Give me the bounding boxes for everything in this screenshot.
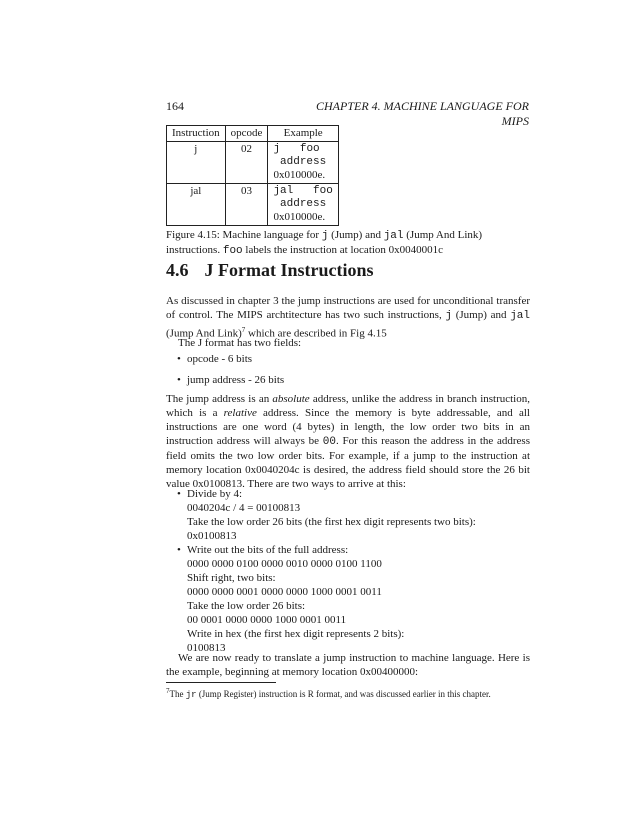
closing-paragraph: We are now ready to translate a jump instruction to machine language. Here is the example, beginning at memory location 0x00400000:: [166, 652, 530, 678]
table-row: [167, 142, 339, 184]
example-word: address: [280, 156, 327, 168]
footnote-mark: 7: [166, 687, 170, 695]
method-shift: [187, 543, 530, 655]
intro-paragraph: [166, 294, 530, 341]
step-line: Shift right, two bits:: [187, 572, 276, 584]
example-address: 0x010000e.: [273, 169, 326, 181]
list-item: [177, 352, 530, 366]
caption-code: foo: [222, 245, 243, 257]
step-line: 00 0001 0000 0000 1000 0001 0011: [187, 614, 347, 626]
caption-text: Figure 4.15: Machine language for: [166, 229, 322, 241]
footnote-rule: [166, 682, 276, 683]
caption-text: labels the instruction at location 0x0040001c: [242, 244, 444, 256]
inline-code: jal: [510, 310, 530, 322]
caption-code: jal: [383, 230, 404, 242]
table-header: opcode: [225, 126, 268, 142]
footnote-text: (Jump Register) instruction is R format, and was discussed earlier in this chapter.: [196, 689, 491, 699]
example-word: address: [280, 198, 327, 210]
list-item-text: opcode - 6 bits: [187, 353, 253, 365]
page-number: 164: [166, 99, 184, 113]
running-header: CHAPTER 4. MACHINE LANGUAGE FOR MIPS: [316, 99, 529, 128]
paragraph-text: which are described in Fig 4.15: [245, 327, 387, 340]
inline-code: j: [445, 310, 453, 322]
paragraph-text: . For this reason the address in the address field omits the two low order bits. For example, if a jump to the instruction at memory location 0x0040204c is desired, the address field should store the 26 bit value 0x0100813. There are two ways to arrive at this:: [166, 435, 530, 490]
body-paragraph: [166, 392, 530, 491]
table-cell: jal: [167, 184, 226, 226]
table-cell: 02: [225, 142, 268, 184]
step-line: Write out the bits of the full address:: [187, 544, 349, 556]
method-divide: [187, 487, 530, 543]
table-header: Instruction: [167, 126, 226, 142]
paragraph-text: address, unlike the address in branch instruction, which is a: [166, 393, 530, 419]
example-address: 0x010000e.: [273, 211, 326, 223]
caption-text: (Jump And Link) instructions.: [166, 229, 483, 256]
step-line: 0x0100813: [187, 530, 237, 542]
footnote-text: The: [169, 689, 186, 699]
table-cell: 03: [225, 184, 268, 226]
emphasis-text: relative: [223, 407, 257, 419]
step-line: 0000 0000 0100 0000 0010 0000 0100 1100: [187, 558, 382, 570]
paragraph-text: (Jump And Link): [166, 327, 242, 340]
step-line: 0100813: [187, 642, 226, 654]
bullet-icon: •: [177, 488, 181, 500]
table-cell: [268, 142, 338, 184]
section-number: 4.6: [166, 260, 189, 280]
list-item: [177, 373, 530, 387]
step-line: Take the low order 26 bits (the first hex digit represents two bits):: [187, 516, 476, 528]
bullet-icon: •: [177, 353, 181, 365]
list-item: [177, 487, 530, 543]
inline-code: 00: [322, 436, 336, 448]
paragraph-text: As discussed in chapter 3 the jump instructions are used for unconditional transfer of control. The MIPS archtitecture has two such instructions,: [166, 295, 530, 321]
example-code: j foo: [273, 143, 320, 155]
fields-intro: The J format has two fields:: [178, 337, 302, 349]
example-code: jal foo: [273, 185, 333, 197]
paragraph-text: The jump address is an: [166, 393, 273, 405]
bullet-icon: •: [177, 374, 181, 386]
list-item-text: jump address - 26 bits: [187, 374, 285, 386]
inline-code: jr: [185, 690, 197, 700]
table-cell: j: [167, 142, 226, 184]
table-cell: [268, 184, 338, 226]
caption-code: j: [321, 230, 329, 242]
figure-caption: [166, 228, 530, 258]
step-line: Write in hex (the first hex digit represents 2 bits):: [187, 628, 405, 640]
section-heading: [166, 260, 374, 281]
bullet-icon: •: [177, 544, 181, 556]
paragraph-text: address. Since the memory is byte addressable, and all instructions are one word (4 bytes) in length, the low order two bits in an instruction address will always be: [166, 407, 530, 447]
table-header: Example: [268, 126, 338, 142]
list-item: [177, 543, 530, 655]
step-line: Take the low order 26 bits:: [187, 600, 306, 612]
table-row: [167, 184, 339, 226]
paragraph-text: (Jump) and: [452, 309, 511, 321]
section-title: J Format Instructions: [204, 260, 374, 280]
step-line: Divide by 4:: [187, 488, 242, 500]
table-header-row: [167, 126, 339, 142]
step-line: 0000 0000 0001 0000 0000 1000 0001 0011: [187, 586, 382, 598]
instruction-table: [166, 125, 339, 226]
caption-text: (Jump) and: [328, 229, 384, 241]
emphasis-text: absolute: [272, 393, 310, 405]
step-line: 0040204c / 4 = 00100813: [187, 502, 301, 514]
footnote: [166, 686, 530, 701]
footnote-mark: 7: [241, 326, 246, 334]
